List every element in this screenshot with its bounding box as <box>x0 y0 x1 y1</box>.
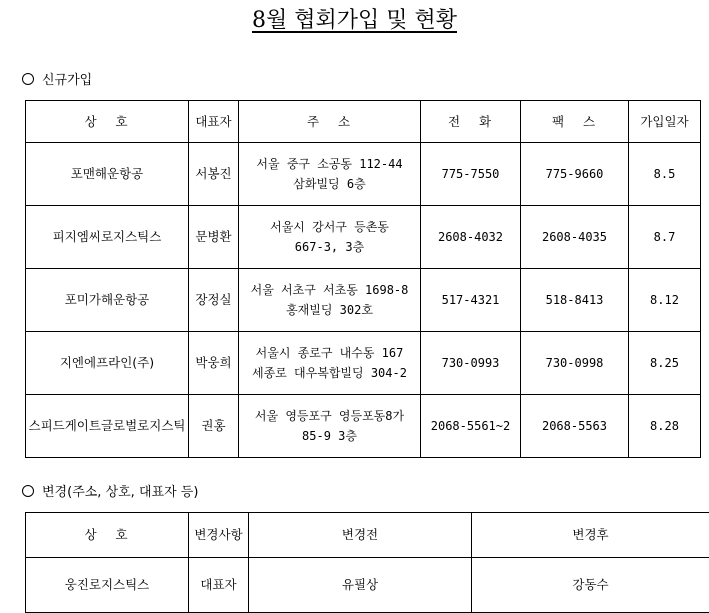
header-change-type: 변경사항 <box>189 513 249 558</box>
change-type: 대표자 <box>189 558 249 613</box>
header-fax: 팩 스 <box>521 101 629 143</box>
table-row <box>26 269 701 332</box>
join-date: 8.5 <box>629 143 701 206</box>
company-name: 스피드게이트글로벌로지스틱 <box>26 395 189 458</box>
representative: 문병환 <box>189 206 239 269</box>
value-before: 유필상 <box>249 558 472 613</box>
representative: 박웅희 <box>189 332 239 395</box>
phone: 517-4321 <box>421 269 521 332</box>
address-line: 서울 중구 소공동 112-44 <box>241 154 418 174</box>
table-row <box>26 206 701 269</box>
page-title: 8월 협회가입 및 현황 <box>0 6 709 36</box>
address-line: 85-9 3층 <box>241 426 418 446</box>
address-line: 홍재빌딩 302호 <box>241 300 418 320</box>
table-header-row <box>26 101 701 143</box>
address-line: 세종로 대우복합빌딩 304-2 <box>241 363 418 383</box>
fax: 775-9660 <box>521 143 629 206</box>
section-changes <box>22 485 198 501</box>
header-company: 상 호 <box>26 101 189 143</box>
fax: 2068-5563 <box>521 395 629 458</box>
join-date: 8.7 <box>629 206 701 269</box>
address <box>239 143 421 206</box>
phone: 730-0993 <box>421 332 521 395</box>
circle-bullet-icon <box>22 485 34 497</box>
section-label: 변경(주소, 상호, 대표자 등) <box>42 485 198 500</box>
header-phone: 전 화 <box>421 101 521 143</box>
header-address: 주 소 <box>239 101 421 143</box>
changes-table <box>25 512 709 613</box>
section-new-members <box>22 73 92 89</box>
value-after: 강동수 <box>472 558 709 613</box>
representative: 권홍 <box>189 395 239 458</box>
join-date: 8.12 <box>629 269 701 332</box>
address-line: 서울시 종로구 내수동 167 <box>241 343 418 363</box>
representative: 서봉진 <box>189 143 239 206</box>
table-row <box>26 395 701 458</box>
phone: 775-7550 <box>421 143 521 206</box>
address-line: 서울시 강서구 등촌동 <box>241 217 418 237</box>
section-label: 신규가입 <box>42 73 92 88</box>
join-date: 8.25 <box>629 332 701 395</box>
join-date: 8.28 <box>629 395 701 458</box>
circle-bullet-icon <box>22 73 34 85</box>
company-name: 포맨해운항공 <box>26 143 189 206</box>
company-name: 포미가해운항공 <box>26 269 189 332</box>
address <box>239 206 421 269</box>
address <box>239 269 421 332</box>
fax: 730-0998 <box>521 332 629 395</box>
address <box>239 332 421 395</box>
address-line: 667-3, 3층 <box>241 237 418 257</box>
fax: 2608-4035 <box>521 206 629 269</box>
address <box>239 395 421 458</box>
new-members-table <box>25 100 701 458</box>
table-header-row <box>26 513 709 558</box>
phone: 2608-4032 <box>421 206 521 269</box>
header-after: 변경후 <box>472 513 709 558</box>
address-line: 삼화빌딩 6층 <box>241 174 418 194</box>
table-row <box>26 332 701 395</box>
representative: 장정실 <box>189 269 239 332</box>
header-before: 변경전 <box>249 513 472 558</box>
header-representative: 대표자 <box>189 101 239 143</box>
table-row <box>26 143 701 206</box>
fax: 518-8413 <box>521 269 629 332</box>
company-name: 피지엠씨로지스틱스 <box>26 206 189 269</box>
table-row <box>26 558 709 613</box>
company-name: 웅진로지스틱스 <box>26 558 189 613</box>
company-name: 지엔에프라인(주) <box>26 332 189 395</box>
header-join-date: 가입일자 <box>629 101 701 143</box>
header-company: 상 호 <box>26 513 189 558</box>
phone: 2068-5561~2 <box>421 395 521 458</box>
address-line: 서울 영등포구 영등포동8가 <box>241 406 418 426</box>
address-line: 서울 서초구 서초동 1698-8 <box>241 280 418 300</box>
